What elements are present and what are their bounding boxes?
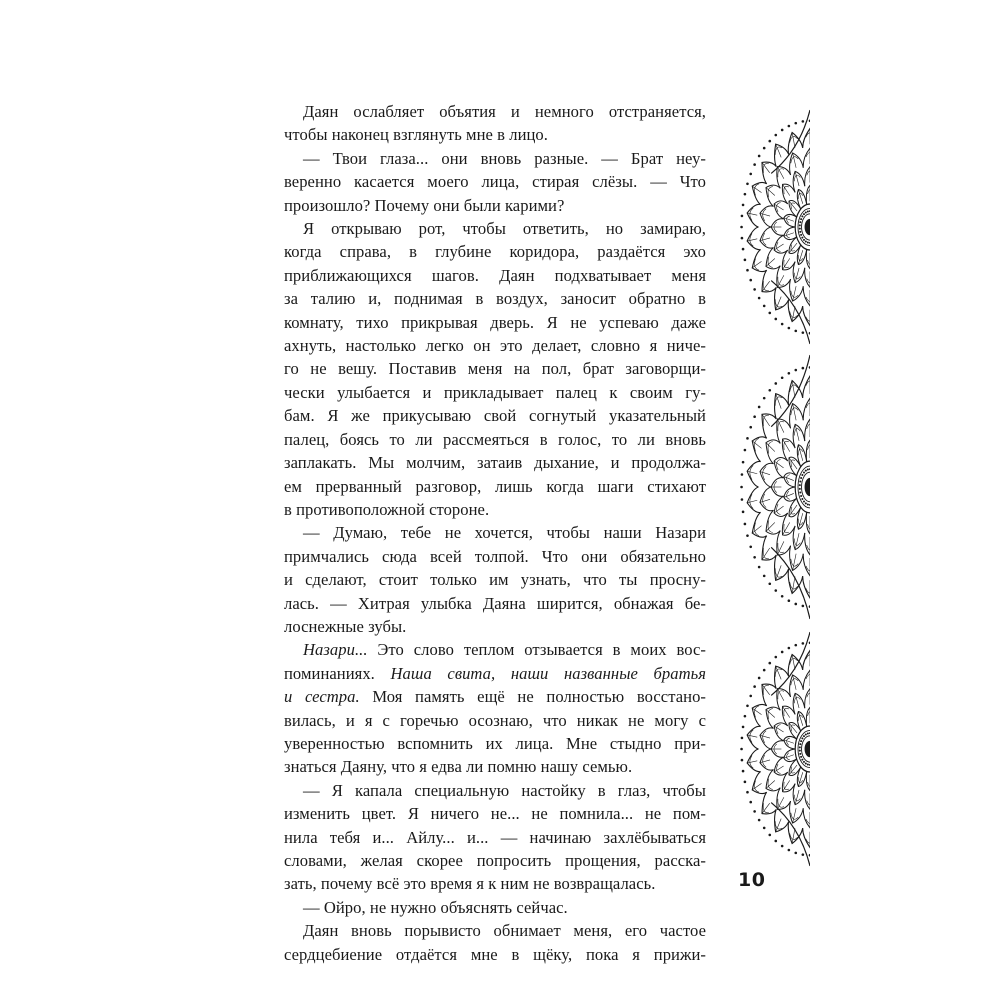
text-line: палец, боясь то ли рассмеяться в голос, то ли вновь (284, 429, 706, 449)
text-line: заплакать. Мы молчим, затаив дыхание, и продолжа- (284, 453, 706, 473)
text-line: сердцебиение отдаётся мне в щёку, пока я прижи- (284, 944, 706, 964)
text-line: и сделают, стоит только им узнать, что ты просну- (284, 570, 706, 590)
italic-text: Наша свита, наши названные братья (390, 663, 707, 683)
italic-text: и сестра. (284, 687, 360, 707)
text-line (284, 685, 706, 708)
text-line: ем прерванный разговор, лишь когда шаги стихают (284, 476, 706, 496)
text-line: веренно касается моего лица, стирая слёзы. — Что (284, 172, 706, 192)
text-line: Даян вновь порывисто обнимает меня, его частое (303, 921, 706, 941)
page-number: 10 (738, 869, 766, 891)
text-line: зать, почему всё это время я к ним не возвращалась. (284, 874, 656, 894)
text-line: в противоположной стороне. (284, 499, 490, 519)
mandala-ornament-icon (738, 630, 810, 868)
text-line: — Думаю, тебе не хочется, чтобы наши Назари (303, 523, 706, 543)
text-line: комнату, тихо прикрывая дверь. Я не успеваю даже (284, 312, 706, 332)
mandala-ornament-icon (738, 630, 810, 868)
text-line: го не вешу. Поставив меня на пол, брат заговорщи- (284, 359, 706, 379)
mandala-ornament-icon (738, 353, 810, 621)
text-line: — Ойро, не нужно объяснять сейчас. (303, 897, 568, 917)
text-line: ахнуть, настолько легко он это делает, словно я ниче- (284, 336, 706, 356)
italic-text: Назари... (303, 640, 368, 660)
text-line: приближающихся шагов. Даян подхватывает меня (284, 265, 706, 285)
body-text (284, 100, 706, 966)
text-line: лась. — Хитрая улыбка Даяна ширится, обнажая бе- (284, 593, 706, 613)
text-line: произошло? Почему они были карими? (284, 195, 565, 215)
mandala-ornament-icon (738, 108, 810, 346)
text-line (284, 662, 706, 685)
text-line: примчались сюда всей толпой. Что они обязательно (284, 546, 706, 566)
text-line: бам. Я же прикусываю свой согнутый указательный (284, 406, 706, 426)
text-line: когда справа, в глубине коридора, раздаётся эхо (284, 242, 706, 262)
line-text: Моя память ещё не полностью восстано- (359, 687, 706, 707)
text-line: Я открываю рот, чтобы ответить, но замираю, (303, 219, 706, 239)
text-line: вилась, и я с горечью осознаю, что никак не могу с (284, 710, 706, 730)
text-line (284, 638, 706, 661)
line-text: Это слово теплом отзывается в моих вос- (367, 640, 706, 660)
text-line: изменить цвет. Я ничего не... не помнила... не пом- (284, 804, 706, 824)
text-line: чески улыбается и прикладывает палец к своим гу- (284, 382, 706, 402)
text-line: — Твои глаза... они вновь разные. — Брат неу- (303, 148, 706, 168)
mandala-ornament-icon (738, 353, 810, 621)
mandala-ornament-icon (738, 108, 810, 346)
text-line: словами, желая скорее попросить прощения, расска- (284, 851, 706, 870)
text-line: знаться Даяну, что я едва ли помню нашу семью. (284, 757, 633, 777)
text-line: Даян ослабляет объятия и немного отстраняется, (303, 102, 706, 121)
text-line: за талию и, поднимая в воздух, заносит обратно в (284, 289, 706, 309)
line-text: поминаниях. (284, 663, 391, 683)
text-paragraph (284, 100, 706, 966)
text-line: нила тебя и... Айлу... и... — начинаю захлёбываться (284, 827, 706, 847)
text-line: чтобы наконец взглянуть мне в лицо. (284, 125, 548, 145)
text-line: уверенностью вспомнить их лица. Мне стыдно при- (284, 733, 706, 753)
text-line: — Я капала специальную настойку в глаз, чтобы (303, 780, 706, 800)
text-line: лоснежные зубы. (284, 616, 407, 636)
